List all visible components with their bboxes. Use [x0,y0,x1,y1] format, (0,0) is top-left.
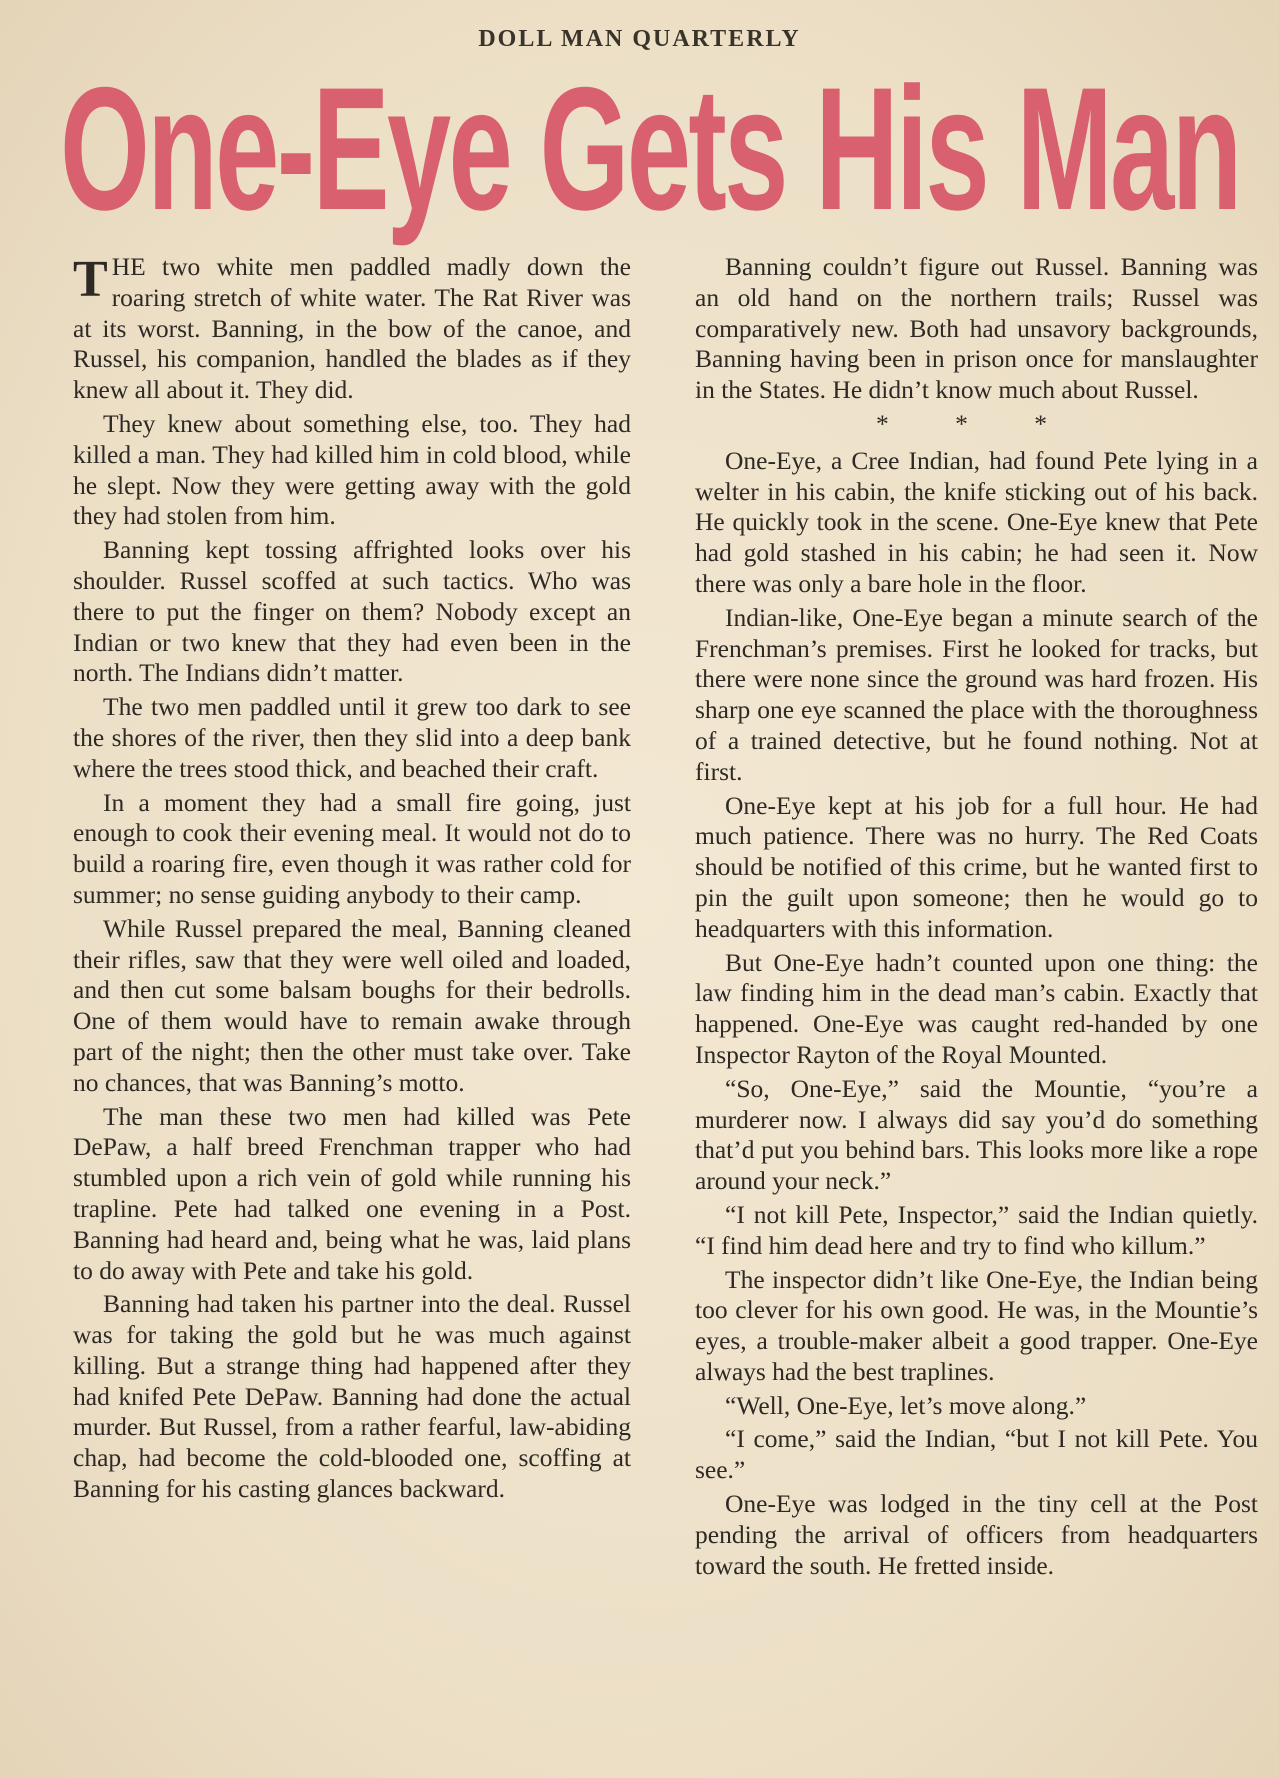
right-column [695,252,1258,1584]
paragraph: THE two white men paddled madly down the roaring stretch of white water. The Rat River was at its worst. Banning, in the bow of the canoe, and Russel, his companion, handled the blades as if they knew all about it. They did. [73,251,631,405]
paragraph: Indian-like, One-Eye began a minute search of the Frenchman’s premises. First he looked for tracks, but there were none since the ground was hard frozen. His sharp one eye scanned the place with the thoroughness of a trained detective, but he found nothing. Not at first. [695,602,1258,786]
story-title: One-Eye Gets His Man [60,52,1240,247]
paragraph: But One-Eye hadn’t counted upon one thing: the law finding him in the dead man’s cabin. Exactly that happened. One-Eye was caught red-handed by one Inspector Rayton of the Royal Mounted. [695,947,1258,1069]
paragraph: “I not kill Pete, Inspector,” said the Indian quietly. “I find him dead here and try to find who killum.” [695,1199,1258,1260]
paragraph: One-Eye was lodged in the tiny cell at the Post pending the arrival of officers from headquarters toward the south. He fretted inside. [695,1489,1258,1580]
paragraph: One-Eye kept at his job for a full hour. He had much patience. There was no hurry. The Red Coats should be notified of this crime, but he wanted first to pin the guilt upon someone; then he would go to headquarters with this information. [695,790,1258,943]
paragraph: They knew about something else, too. They had killed a man. They had killed him in cold blood, while he slept. Now they were getting away with the gold they had stolen from him. [73,408,631,531]
paragraph: The two men paddled until it grew too dark to see the shores of the river, then they slid into a deep bank where the trees stood thick, and beached their craft. [73,692,631,783]
paragraph: “I come,” said the Indian, “but I not kill Pete. You see.” [695,1424,1258,1485]
drop-cap: T [73,251,108,308]
left-column [73,252,631,1508]
section-break: * * * [876,408,1077,438]
paragraph: “Well, One-Eye, let’s move along.” [725,1390,1087,1420]
paragraph: One-Eye, a Cree Indian, had found Pete lying in a welter in his cabin, the knife sticking out of his back. He quickly took in the scene. One-Eye knew that Pete had gold stashed in his cabin; he had seen it. Now there was only a bare hole in the floor. [695,445,1258,598]
paragraph: Banning had taken his partner into the deal. Russel was for taking the gold but he was much against killing. But a strange thing had happened after they had knifed Pete DePaw. Banning had done the actual murder. But Russel, from a rather fearful, law-abiding chap, had become the cold-blooded one, scoffing at Banning for his casting glances backward. [73,1289,631,1504]
paragraph: “So, One-Eye,” said the Mountie, “you’re a murderer now. I always did say you’d do something that’d put you behind bars. This looks more like a rope around your neck.” [695,1073,1258,1196]
running-header: DOLL MAN QUARTERLY [478,26,801,52]
paragraph: In a moment they had a small fire going, just enough to cook their evening meal. It would not do to build a roaring fire, even though it was rather cold for summer; no sense guiding anybody to their camp. [73,787,631,909]
paragraph: While Russel prepared the meal, Banning cleaned their rifles, saw that they were well oiled and loaded, and then cut some balsam boughs for their bedrolls. One of them would have to remain awake through part of the night; then the other must take over. Take no chances, that was Banning’s motto. [73,913,631,1097]
paragraph: The inspector didn’t like One-Eye, the Indian being too clever for his own good. He was, in the Mountie’s eyes, a trouble-maker albeit a good trapper. One-Eye always had the best traplines. [695,1264,1258,1386]
paragraph: Banning kept tossing affrighted looks over his shoulder. Russel scoffed at such tactics. Who was there to put the finger on them? Nobody except an Indian or two knew that they had even been in the north. The Indians didn’t matter. [73,535,631,688]
paragraph: The man these two men had killed was Pete DePaw, a half breed Frenchman trapper who had stumbled upon a rich vein of gold while running his trapline. Pete had talked one evening in a Post. Banning had heard and, being what he was, laid plans to do away with Pete and take his gold. [73,1101,631,1285]
paragraph: Banning couldn’t figure out Russel. Banning was an old hand on the northern trails; Russel was comparatively new. Both had unsavory backgrounds, Banning having been in prison once for manslaughter in the States. He didn’t know much about Russel. [695,252,1258,405]
